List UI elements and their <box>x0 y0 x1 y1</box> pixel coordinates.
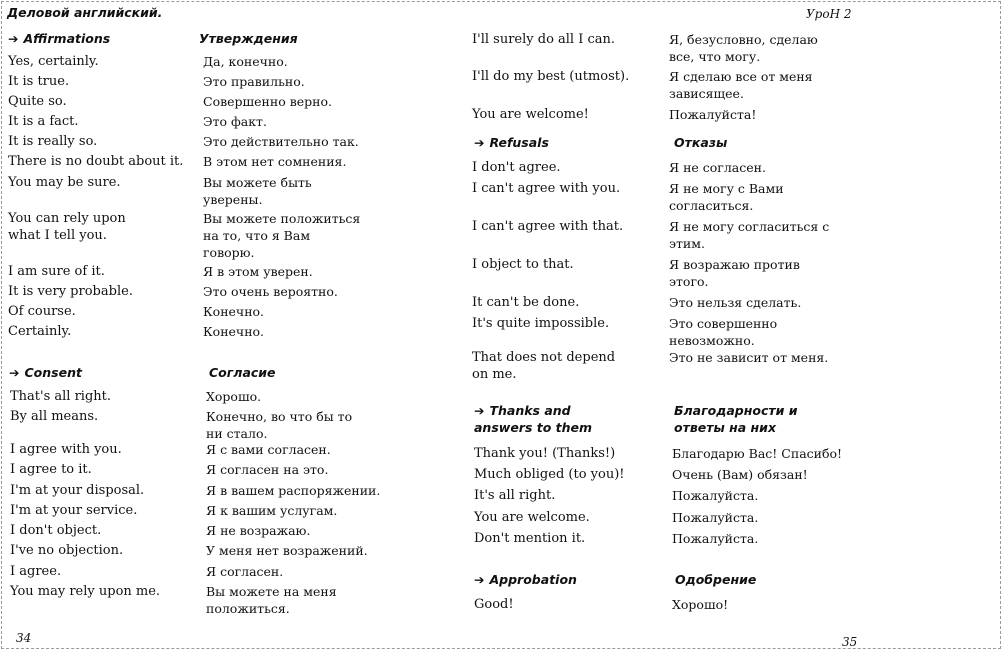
phrase-ru: Пожалуйста. <box>672 510 759 525</box>
phrase-en: I can't agree with you. <box>472 181 621 196</box>
phrase-en: It is true. <box>8 74 70 89</box>
heading-refusals-en-text: Refusals <box>489 135 549 150</box>
phrase-en: Certainly. <box>8 324 72 339</box>
phrase-ru: Я не возражаю. <box>206 523 311 538</box>
phrase-en: I can't agree with that. <box>472 219 624 234</box>
phrase-ru: Да, конечно. <box>203 54 288 69</box>
phrase-en: I don't object. <box>10 523 102 538</box>
arrow-right-icon: ➔ <box>8 31 19 46</box>
phrase-en: Yes, certainly. <box>8 54 99 69</box>
phrase-ru: Хорошо! <box>672 597 729 612</box>
phrase-en: It is a fact. <box>8 114 79 129</box>
phrase-ru: Очень (Вам) обязан! <box>672 467 808 482</box>
phrase-ru: Это совершенно невозможно. <box>669 316 778 348</box>
heading-thanks-ru <box>674 402 797 436</box>
phrase-ru: Пожалуйста! <box>669 107 757 122</box>
phrase-ru: Конечно, во что бы то ни стало. <box>206 409 353 441</box>
heading-approbation-ru-text: Одобрение <box>675 572 757 587</box>
phrase-ru: Вы можете положиться на то, что я Вам говорю. <box>203 211 361 260</box>
phrase-ru: Я согласен. <box>206 564 284 579</box>
phrase-en: I've no objection. <box>10 543 124 558</box>
phrase-ru: Конечно. <box>203 324 265 339</box>
lesson-label: УроН 2 <box>806 7 852 21</box>
heading-consent-ru-text: Согласие <box>209 365 276 380</box>
heading-refusals-ru <box>674 134 727 151</box>
phrase-en: It can't be done. <box>472 295 580 310</box>
phrase-ru: Вы можете быть уверены. <box>203 175 312 207</box>
heading-affirmations-ru-text: Утверждения <box>199 31 298 46</box>
phrase-en: You can rely upon what I tell you. <box>8 211 126 243</box>
phrase-en: Quite so. <box>8 94 67 109</box>
phrase-en: It is very probable. <box>8 284 133 299</box>
phrase-en: I agree with you. <box>10 442 122 457</box>
phrase-ru: Это факт. <box>203 114 267 129</box>
phrase-en: That does not depend on me. <box>472 350 616 382</box>
phrase-en: It is really so. <box>8 134 98 149</box>
phrase-ru: Это очень вероятно. <box>203 284 338 299</box>
phrase-ru: Это нельзя сделать. <box>669 295 802 310</box>
phrase-en: Of course. <box>8 304 76 319</box>
phrase-ru: Я в вашем распоряжении. <box>206 483 381 498</box>
phrase-ru: В этом нет сомнения. <box>203 154 347 169</box>
phrase-en: That's all right. <box>10 389 112 404</box>
phrase-ru: Пожалуйста. <box>672 531 759 546</box>
phrase-ru: Пожалуйста. <box>672 488 759 503</box>
phrase-ru: Я с вами согласен. <box>206 442 331 457</box>
heading-approbation-en-text: Approbation <box>489 572 577 587</box>
phrase-en: I'm at your service. <box>10 503 138 518</box>
heading-thanks-en <box>474 402 592 436</box>
phrase-en: I'll do my best (utmost). <box>472 69 630 84</box>
phrase-en: I object to that. <box>472 257 574 272</box>
heading-consent-en <box>9 364 82 381</box>
phrase-en: You are welcome. <box>474 510 590 525</box>
phrase-en: I agree to it. <box>10 462 92 477</box>
phrase-ru: Я не могу согласиться с этим. <box>669 219 830 251</box>
phrase-ru: Конечно. <box>203 304 265 319</box>
phrase-en: You are welcome! <box>472 107 589 122</box>
phrase-ru: Я не могу с Вами согласиться. <box>669 181 784 213</box>
phrase-ru: Я к вашим услугам. <box>206 503 338 518</box>
heading-thanks-ru-text: Благодарности и ответы на них <box>674 403 798 435</box>
phrase-ru: Я согласен на это. <box>206 462 329 477</box>
phrase-en: It's all right. <box>474 488 556 503</box>
arrow-right-icon: ➔ <box>474 572 485 587</box>
heading-affirmations-ru <box>199 30 298 47</box>
heading-affirmations-en <box>8 30 110 47</box>
heading-consent-ru <box>209 364 276 381</box>
phrase-ru: У меня нет возражений. <box>206 543 368 558</box>
phrase-en: Thank you! (Thanks!) <box>474 446 616 461</box>
page-number-left: 34 <box>16 631 32 645</box>
phrase-en: I agree. <box>10 564 62 579</box>
arrow-right-icon: ➔ <box>9 365 20 380</box>
phrase-ru: Благодарю Вас! Спасибо! <box>672 446 843 461</box>
phrase-en: I don't agree. <box>472 160 561 175</box>
heading-thanks-en-text: Thanks and answers to them <box>474 403 593 435</box>
phrase-ru: Я возражаю против этого. <box>669 257 800 289</box>
phrase-en: You may be sure. <box>8 175 121 190</box>
phrase-en: It's quite impossible. <box>472 316 610 331</box>
arrow-right-icon: ➔ <box>474 403 485 418</box>
page-number-right: 35 <box>842 635 858 649</box>
phrase-ru: Хорошо. <box>206 389 262 404</box>
heading-approbation-ru <box>675 571 756 588</box>
phrase-en: Don't mention it. <box>474 531 586 546</box>
phrase-ru: Вы можете на меня положиться. <box>206 584 337 616</box>
heading-affirmations-en-text: Affirmations <box>23 31 111 46</box>
heading-refusals-en <box>474 134 549 151</box>
heading-refusals-ru-text: Отказы <box>674 135 728 150</box>
phrase-ru: Я, безусловно, сделаю все, что могу. <box>669 32 818 64</box>
phrase-ru: Я не согласен. <box>669 160 766 175</box>
phrase-en: I'll surely do all I can. <box>472 32 616 47</box>
phrase-en: I'm at your disposal. <box>10 483 145 498</box>
phrase-ru: Совершенно верно. <box>203 94 332 109</box>
phrase-en: Good! <box>474 597 514 612</box>
phrase-en: Much obliged (to you)! <box>474 467 625 482</box>
heading-approbation-en <box>474 571 577 588</box>
phrase-en: By all means. <box>10 409 99 424</box>
phrase-ru: Я сделаю все от меня зависящее. <box>669 69 813 101</box>
phrase-en: There is no doubt about it. <box>8 154 184 169</box>
page-title: Деловой английский. <box>7 5 163 20</box>
phrase-ru: Это не зависит от меня. <box>669 350 829 365</box>
phrase-ru: Это действительно так. <box>203 134 359 149</box>
phrase-en: I am sure of it. <box>8 264 105 279</box>
arrow-right-icon: ➔ <box>474 135 485 150</box>
phrase-ru: Это правильно. <box>203 74 305 89</box>
phrase-en: You may rely upon me. <box>10 584 161 599</box>
phrase-ru: Я в этом уверен. <box>203 264 313 279</box>
heading-consent-en-text: Consent <box>24 365 82 380</box>
